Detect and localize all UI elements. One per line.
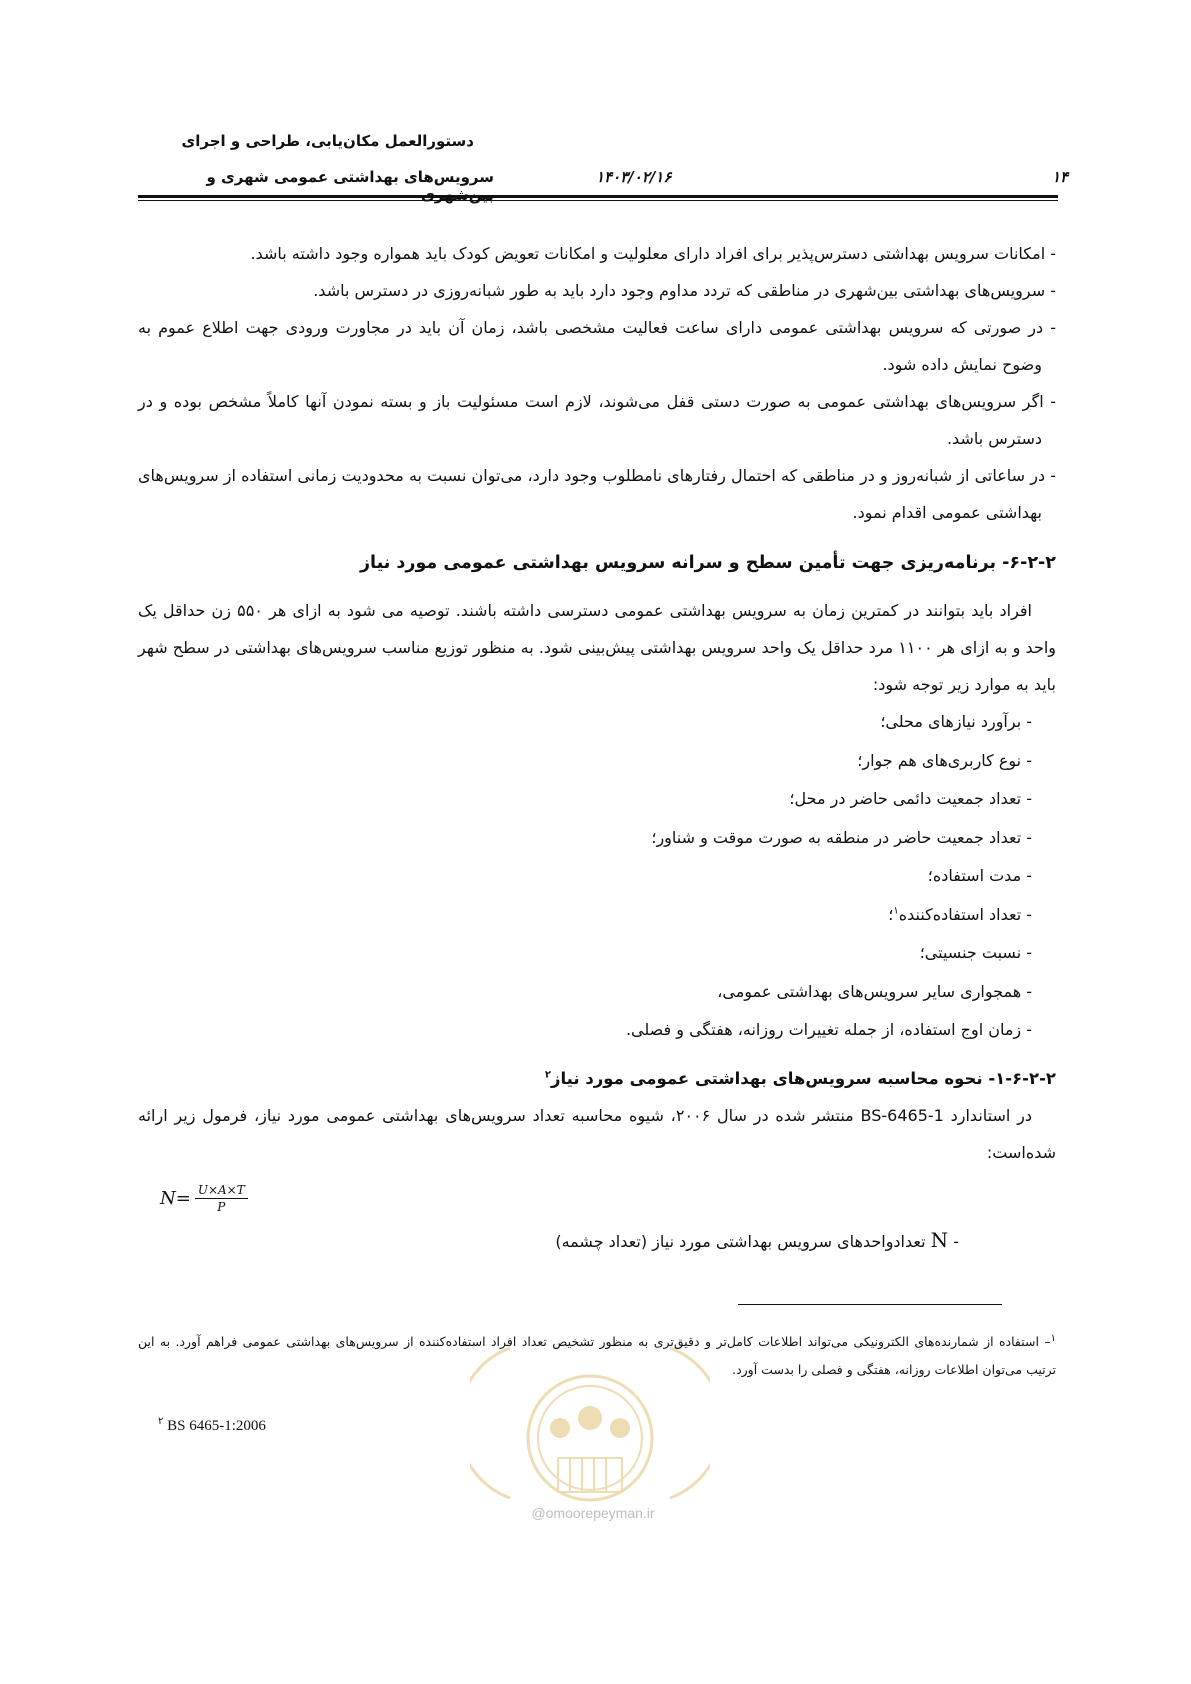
- header-rule: [138, 195, 1058, 198]
- footnote-ref: ۲: [544, 1069, 551, 1080]
- subsection-heading-text: ۱-۶-۲-۲- نحوه محاسبه سرویس‌های بهداشتی عمومی مورد نیاز: [550, 1068, 1056, 1088]
- variable-dash: -: [948, 1232, 959, 1251]
- formula-numerator: U×A×T: [195, 1182, 248, 1199]
- body-text: [138, 235, 1056, 1171]
- formula-lhs: N=: [160, 1188, 191, 1209]
- list-item: - تعداد جمعیت دائمی حاضر در محل؛: [789, 789, 1032, 808]
- list-item: - همجواری سایر سرویس‌های بهداشتی عمومی،: [717, 981, 1032, 1001]
- list-item: [138, 896, 1032, 935]
- subsection-heading: [138, 1060, 1056, 1097]
- formula-fraction: [195, 1182, 248, 1215]
- list-item-text: - تعداد استفاده‌کننده: [898, 904, 1032, 924]
- watermark-url: @omoorepeyman.ir: [531, 1505, 655, 1521]
- list-item: - تعداد جمعیت حاضر در منطقه به صورت موقت و شناور؛: [651, 827, 1032, 847]
- bullet-item: - اگر سرویس‌های بهداشتی عمومی به صورت دستی قفل می‌شوند، لازم است مسئولیت باز و بسته نمودن آنها کاملاً مشخص بوده و در دسترس باشد.: [138, 392, 1056, 448]
- list-item: - نسبت جنسیتی؛: [919, 943, 1032, 962]
- formula-denominator: P: [217, 1200, 226, 1214]
- subsection-paragraph: در استاندارد BS-6465-1 منتشر شده در سال ۲۰۰۶، شیوه محاسبه تعداد سرویس‌های بهداشتی عمومی مورد نیاز، فرمول زیر ارائه شده‌است:: [138, 1105, 1056, 1162]
- list-item: - نوع کاربری‌های هم جوار؛: [857, 750, 1032, 770]
- variable-symbol: N: [930, 1228, 949, 1252]
- header-rule-thin: [138, 200, 1058, 201]
- variable-text: تعدادواحدهای سرویس بهداشتی مورد نیاز (تعداد چشمه): [555, 1232, 931, 1251]
- bullet-item: - سرویس‌های بهداشتی بین‌شهری در مناطقی که تردد مداوم وجود دارد باید به طور شبانه‌روزی در دسترس باشد.: [313, 281, 1056, 300]
- list-item: - برآورد نیازهای محلی؛: [880, 712, 1032, 731]
- header-date: ۱۴۰۳/۰۲/۱۶: [596, 168, 672, 186]
- footnote-rule: [738, 1304, 1002, 1305]
- list-item: - مدت استفاده؛: [927, 866, 1032, 885]
- page-number: ۱۴: [1052, 168, 1069, 186]
- footnote-ref: ۱: [893, 905, 899, 917]
- header-title-line2: سرویس‌های بهداشتی عمومی شهری و: [206, 168, 494, 186]
- footnote-2: [158, 1418, 266, 1435]
- bullet-item: - در صورتی که سرویس بهداشتی عمومی دارای ساعت فعالیت مشخصی باشد، زمان آن باید در مجاورت ورودی جهت اطلاع عموم به وضوح نمایش داده شود.: [138, 318, 1056, 374]
- footnote-marker: ۱: [1050, 1332, 1056, 1344]
- list-item-tail: ؛: [888, 904, 894, 924]
- variable-definition: [259, 1225, 959, 1257]
- bullet-item: - در ساعاتی از شبانه‌روز و در مناطقی که احتمال رفتارهای نامطلوب وجود دارد، می‌توان نسبت به محدودیت زمانی استفاده از سرویس‌های بهداشتی عمومی اقدام نمود.: [138, 466, 1056, 522]
- formula: [160, 1182, 248, 1215]
- header-title-line1: دستورالعمل مکان‌یابی، طراحی و اجرای: [181, 132, 474, 150]
- bullet-item: - امکانات سرویس بهداشتی دسترس‌پذیر برای افراد دارای معلولیت و امکانات تعویض کودک باید همواره وجود داشته باشد.: [250, 244, 1056, 263]
- footnote-1: [138, 1328, 1056, 1384]
- factor-list: [138, 703, 1056, 1050]
- list-item: - زمان اوج استفاده، از جمله تغییرات روزانه، هفتگی و فصلی.: [625, 1020, 1032, 1039]
- section-paragraph: افراد باید بتوانند در کمترین زمان به سرویس بهداشتی عمومی دسترسی داشته باشند. توصیه می شود به ازای هر ۵۵۰ زن حداقل یک واحد و به ازای هر ۱۱۰۰ مرد حداقل یک واحد سرویس بهداشتی پیش‌بینی شود. به منظور توزیع مناسب سرویس‌های بهداشتی در سطح شهر باید به موارد زیر توجه شود:: [138, 601, 1057, 694]
- footnote-marker: ۲: [158, 1416, 164, 1427]
- footnote-text: BS 6465-1:2006: [167, 1418, 266, 1434]
- section-heading: ۶-۲-۲- برنامه‌ریزی جهت تأمین سطح و سرانه سرویس بهداشتی عمومی مورد نیاز: [359, 553, 1056, 573]
- footnote-text: – استفاده از شمارنده‌های الکترونیکی می‌تواند اطلاعات کامل‌تر و دقیق‌تری به منظور تشخیص تعداد افراد استفاده‌کننده از سرویس‌های بهداشتی عمومی فراهم آورد. به این ترتیب می‌توان اطلاعات روزانه، هفتگی و فصلی را بدست آورد.: [138, 1334, 1056, 1377]
